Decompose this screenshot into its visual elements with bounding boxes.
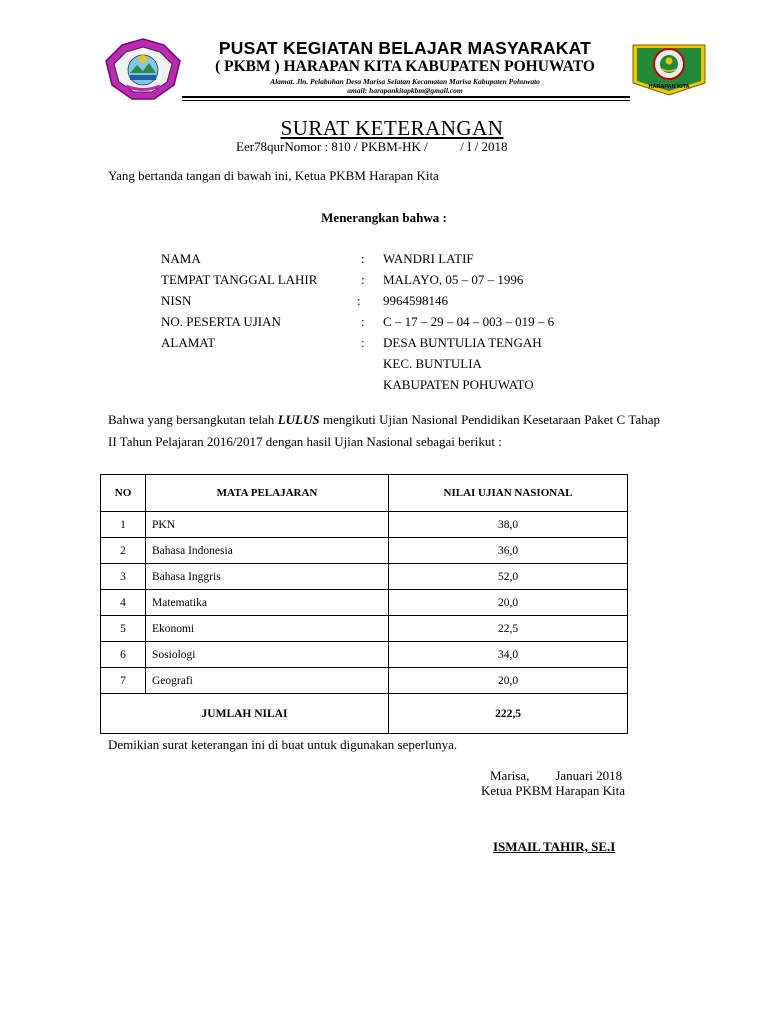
statement-paragraph xyxy=(108,409,660,453)
letterhead-divider-thin xyxy=(182,100,630,101)
row-no: 1 xyxy=(101,512,146,538)
row-score: 20,0 xyxy=(389,590,628,616)
organization-name: PUSAT KEGIATAN BELAJAR MASYARAKAT xyxy=(218,38,592,58)
row-subject: Bahasa Inggris xyxy=(146,564,389,590)
field-label-name: NAMA xyxy=(161,251,201,266)
field-colon: : xyxy=(357,293,361,308)
organization-email: amail: harapankitapkbm@gmail.com xyxy=(347,86,463,95)
row-no: 3 xyxy=(101,564,146,590)
table-row xyxy=(101,668,628,694)
row-subject: Bahasa Indonesia xyxy=(146,538,389,564)
right-logo-text: HARAPAN KITA xyxy=(648,84,690,90)
right-logo xyxy=(629,37,709,97)
document-title: SURAT KETERANGAN xyxy=(280,116,504,140)
row-score: 36,0 xyxy=(389,538,628,564)
row-subject: Matematika xyxy=(146,590,389,616)
header-no: NO xyxy=(101,475,146,512)
field-value-nisn: 9964598146 xyxy=(383,293,448,308)
statement-after: mengikuti Ujian Nasional Pendidikan Kesetaraan Paket C Tahap II Tahun Pelajaran 2016/2017 dengan hasil Ujian Nasional sebagai berikut : xyxy=(108,412,660,449)
organization-address: Alamat. Jln. Pelabuhan Desa Marisa Selatan Kecamatan Marisa Kabupaten Pohuwato xyxy=(270,77,540,86)
field-colon: : xyxy=(361,335,365,350)
field-value-address: DESA BUNTULIA TENGAH xyxy=(383,335,542,350)
field-label-exam-number: NO. PESERTA UJIAN xyxy=(161,314,281,329)
row-subject: PKN xyxy=(146,512,389,538)
field-value-birth: MALAYO, 05 – 07 – 1996 xyxy=(383,272,524,287)
field-label-address: ALAMAT xyxy=(161,335,216,350)
header-subject: MATA PELAJARAN xyxy=(146,475,389,512)
table-total-row xyxy=(101,694,628,734)
row-no: 7 xyxy=(101,668,146,694)
field-value-address-line: KABUPATEN POHUWATO xyxy=(383,377,534,392)
left-logo xyxy=(104,37,182,101)
signer-name: ISMAIL TAHIR, SE.I xyxy=(493,839,616,854)
header-score: NILAI UJIAN NASIONAL xyxy=(389,475,628,512)
row-score: 52,0 xyxy=(389,564,628,590)
row-subject: Geografi xyxy=(146,668,389,694)
signer-role: Ketua PKBM Harapan Kita xyxy=(481,783,626,798)
row-no: 4 xyxy=(101,590,146,616)
row-score: 34,0 xyxy=(389,642,628,668)
closing-text: Demikian surat keterangan ini di buat untuk digunakan seperlunya. xyxy=(108,737,458,752)
row-score: 38,0 xyxy=(389,512,628,538)
row-subject: Ekonomi xyxy=(146,616,389,642)
row-score: 20,0 xyxy=(389,668,628,694)
field-value-address-line: KEC. BUNTULIA xyxy=(383,356,482,371)
field-label-birth: TEMPAT TANGGAL LAHIR xyxy=(161,272,318,287)
total-value: 222,5 xyxy=(389,694,628,734)
row-no: 2 xyxy=(101,538,146,564)
declares-heading: Menerangkan bahwa : xyxy=(321,210,447,225)
table-row xyxy=(101,590,628,616)
document-number: Eer78qurNomor : 810 / PKBM-HK / / I / 2018 xyxy=(236,139,508,154)
table-row xyxy=(101,642,628,668)
statement-before: Bahwa yang bersangkutan telah xyxy=(108,412,278,427)
intro-text: Yang bertanda tangan di bawah ini, Ketua PKBM Harapan Kita xyxy=(108,168,439,183)
field-label-nisn: NISN xyxy=(161,293,192,308)
table-row xyxy=(101,538,628,564)
field-value-exam-number: C – 17 – 29 – 04 – 003 – 019 – 6 xyxy=(383,314,555,329)
table-row xyxy=(101,616,628,642)
field-value-name: WANDRI LATIF xyxy=(383,251,474,266)
table-row xyxy=(101,564,628,590)
grades-table xyxy=(100,474,628,734)
letterhead-divider-thick xyxy=(182,96,630,98)
statement-emphasis: LULUS xyxy=(277,412,320,427)
row-subject: Sosiologi xyxy=(146,642,389,668)
field-colon: : xyxy=(361,314,365,329)
field-colon: : xyxy=(361,272,365,287)
table-row xyxy=(101,512,628,538)
row-no: 6 xyxy=(101,642,146,668)
place-date: Marisa, Januari 2018 xyxy=(490,768,623,783)
row-score: 22,5 xyxy=(389,616,628,642)
organization-subtitle: ( PKBM ) HARAPAN KITA KABUPATEN POHUWATO xyxy=(215,58,595,75)
row-no: 5 xyxy=(101,616,146,642)
total-label: JUMLAH NILAI xyxy=(101,694,389,734)
field-colon: : xyxy=(361,251,365,266)
table-header-row xyxy=(101,475,628,512)
